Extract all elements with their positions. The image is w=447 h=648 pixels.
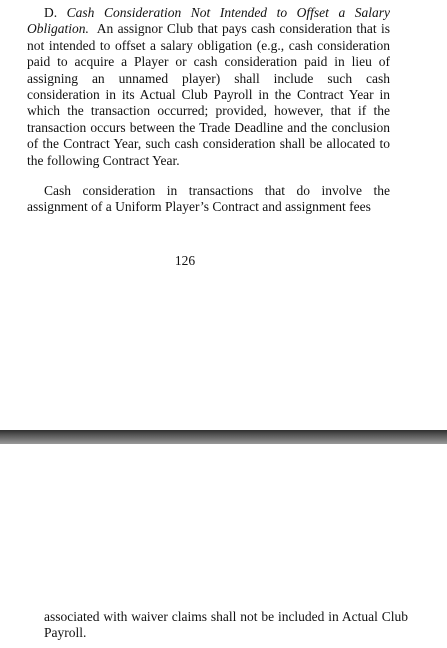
page-break-divider — [0, 430, 447, 444]
section-d-paragraph — [27, 5, 390, 169]
continuation-paragraph: associated with waiver claims shall not be included in Actual Club Payroll. — [44, 609, 408, 641]
section-d-label: D. — [44, 5, 58, 20]
page-number: 126 — [174, 253, 196, 268]
section-d-heading: Cash Consideration Not Intended to Offset a Salary Obligation. — [27, 5, 390, 37]
section-d-body: An assignor Club that pays cash consideration that is not intended to offset a salary obligation (e.g., cash consideration paid to acquire a Player or cash consideration paid in lieu of assigning an unnamed player) shall include such cash consideration in its Actual Club Payroll in the Contract Year in which the transaction occurred; provided, however, that if the transaction occurs between the Trade Deadline and the conclusion of the Contract Year, such cash consideration shall be allocated to the following Contract Year. — [27, 21, 390, 168]
cash-consideration-paragraph: Cash consideration in transactions that do involve the assignment of a Uniform Player’s Contract and assignment fees — [27, 183, 390, 215]
document-page-127 — [0, 444, 447, 648]
